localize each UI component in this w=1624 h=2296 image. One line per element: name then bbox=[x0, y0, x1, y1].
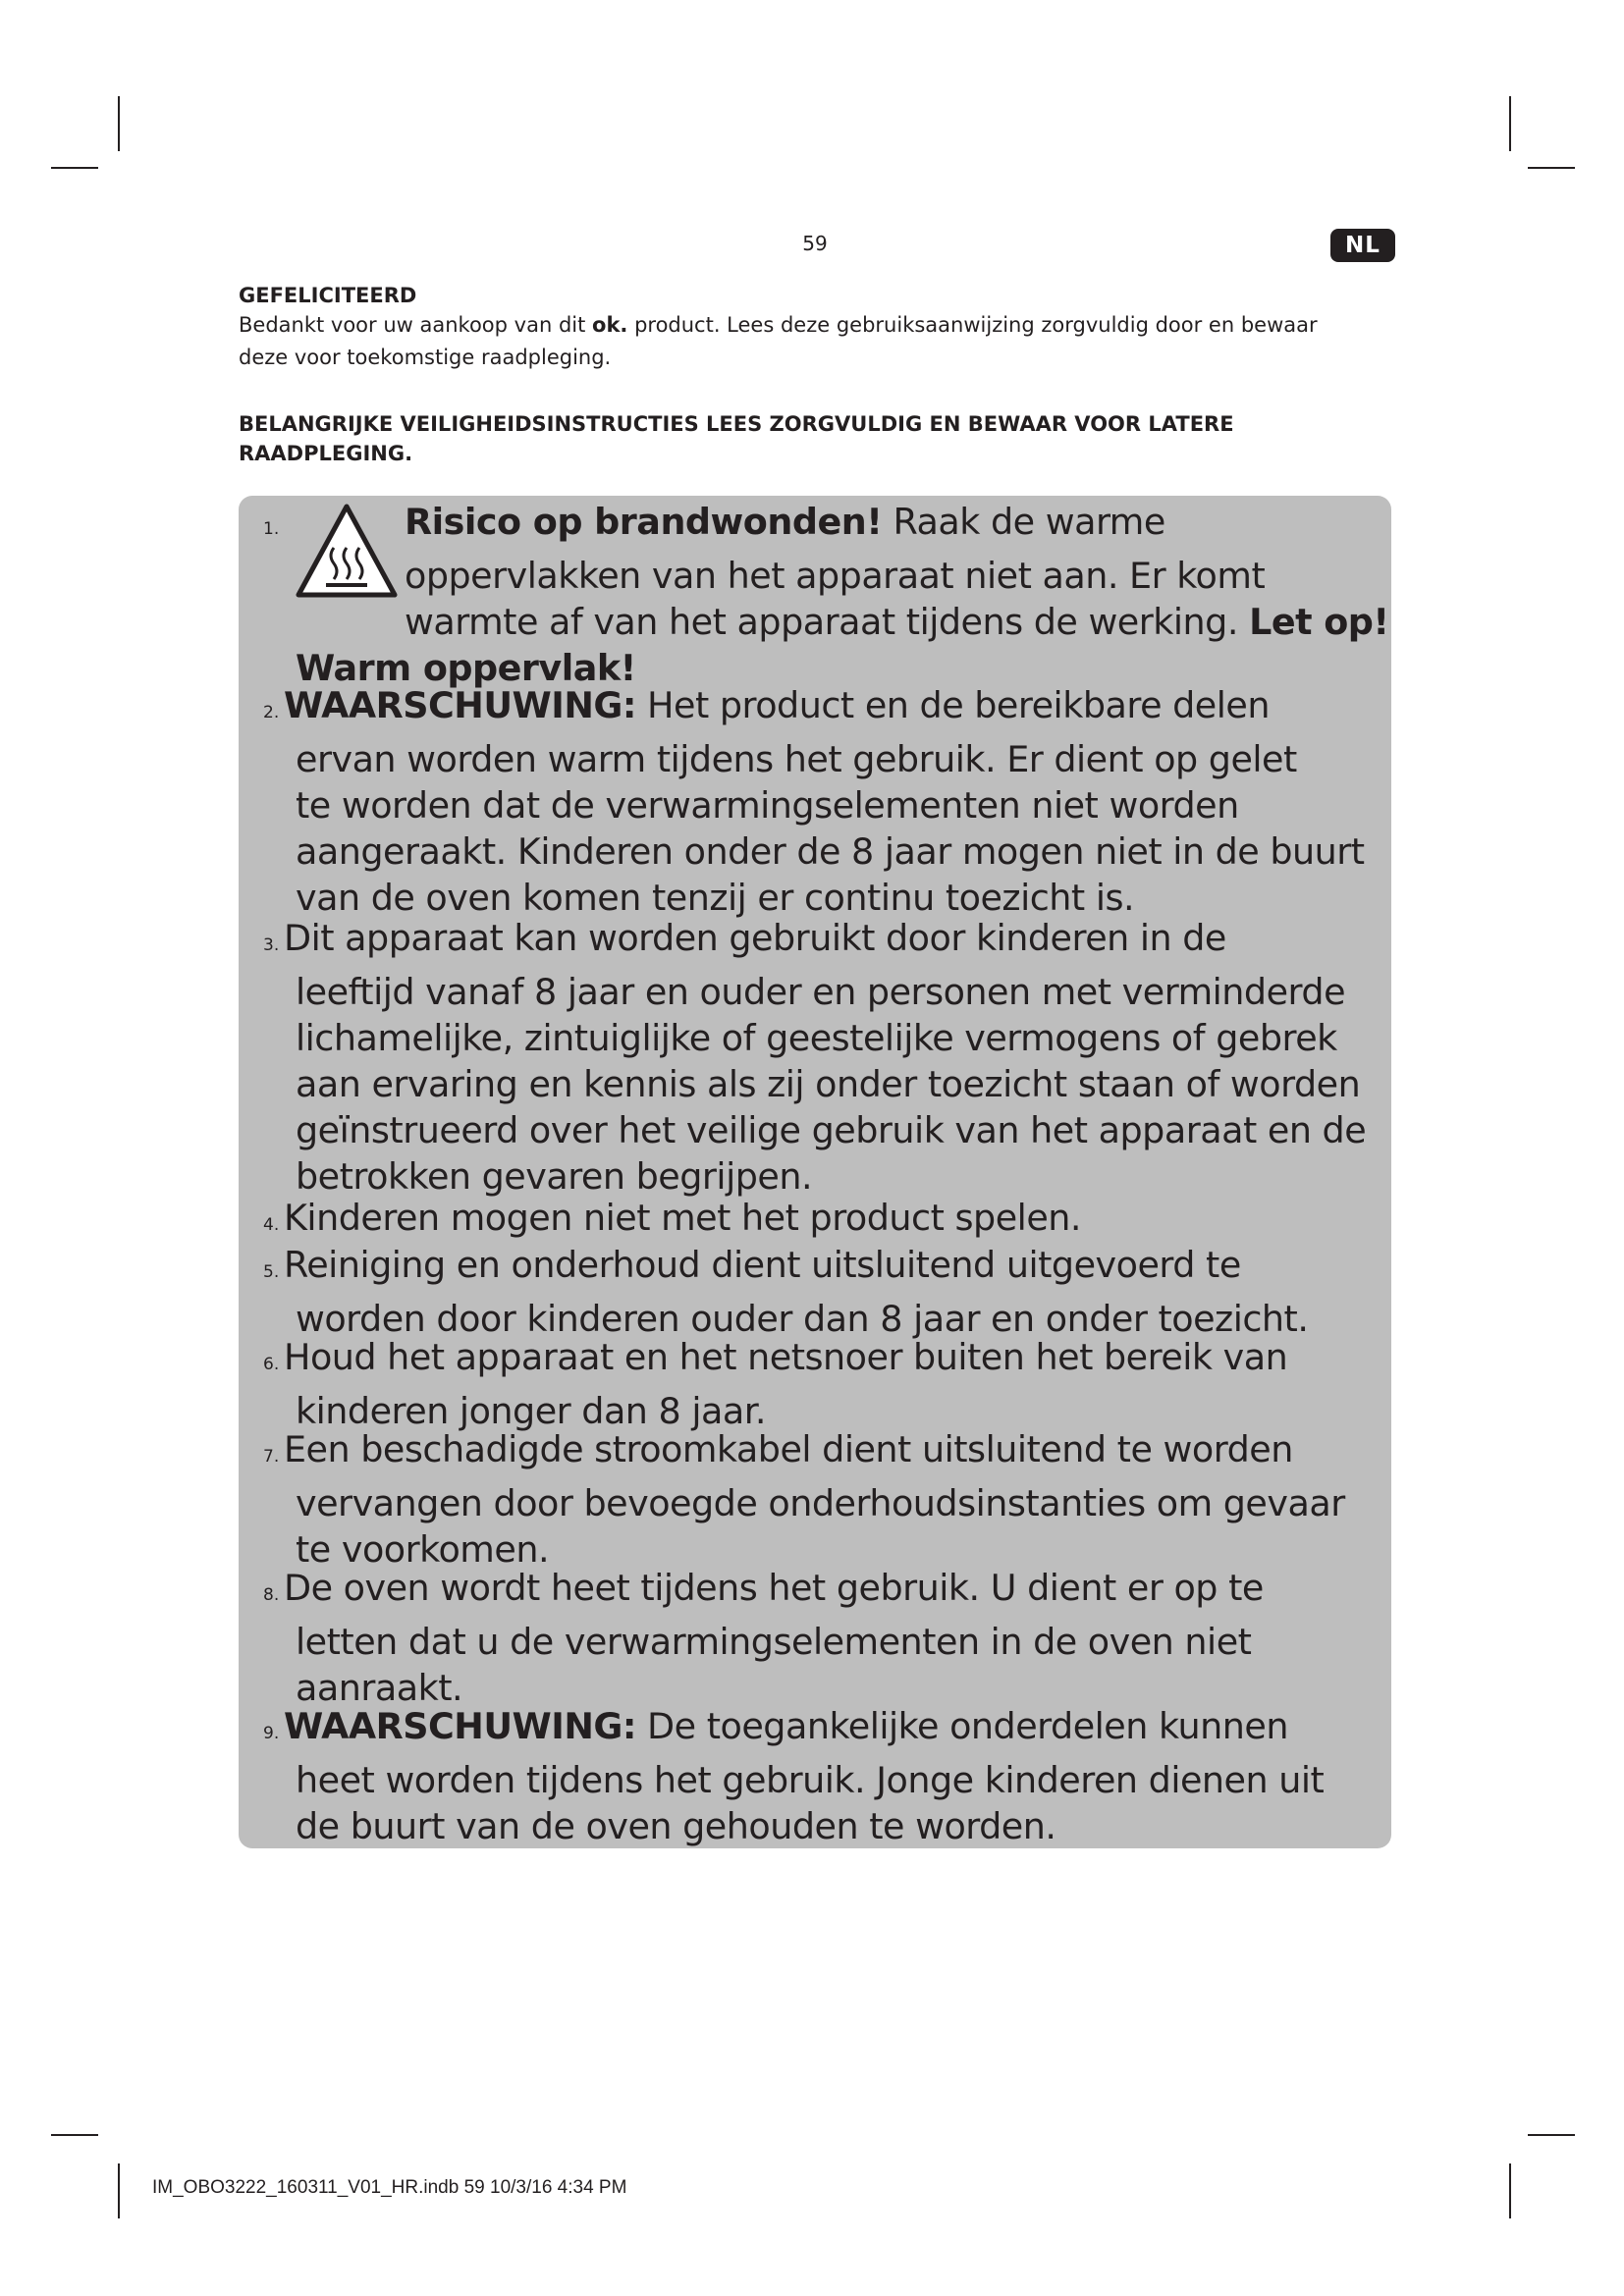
instruction-item bbox=[263, 1426, 1390, 1573]
instruction-line bbox=[263, 1619, 1390, 1665]
instruction-text: betrokken gevaren begrijpen. bbox=[296, 1155, 813, 1198]
intro-text-part: deze voor toekomstige raadpleging. bbox=[239, 346, 612, 369]
congrats-title: GEFELICITEERD bbox=[239, 284, 417, 307]
instruction-number: 5. bbox=[263, 1262, 280, 1282]
page-number: 59 bbox=[802, 232, 828, 255]
crop-mark bbox=[1509, 2163, 1511, 2218]
intro-text-part: Bedankt voor uw aankoop van dit bbox=[239, 313, 593, 337]
instruction-text: Houd het apparaat en het netsnoer buiten het bereik van bbox=[284, 1336, 1288, 1378]
instruction-line bbox=[263, 915, 1390, 969]
instruction-line bbox=[263, 1107, 1390, 1153]
instruction-number: 7. bbox=[263, 1447, 280, 1467]
instruction-emphasis: Let op! bbox=[1249, 601, 1389, 643]
instruction-line bbox=[263, 875, 1390, 921]
language-badge: NL bbox=[1330, 229, 1395, 262]
instruction-text: Een beschadigde stroomkabel dient uitsluitend te worden bbox=[284, 1428, 1293, 1470]
instruction-line bbox=[263, 1480, 1390, 1526]
instruction-text: te worden dat de verwarmingselementen niet worden bbox=[296, 784, 1239, 827]
instruction-line bbox=[263, 1334, 1390, 1388]
safety-heading-line: BELANGRIJKE VEILIGHEIDSINSTRUCTIES LEES ZORGVULDIG EN BEWAAR VOOR LATERE bbox=[239, 412, 1234, 436]
instruction-text: aan ervaring en kennis als zij onder toezicht staan of worden bbox=[296, 1063, 1361, 1105]
instruction-text: Het product en de bereikbare delen bbox=[635, 684, 1270, 726]
instruction-text: Kinderen mogen niet met het product spelen. bbox=[284, 1197, 1082, 1239]
instruction-text: kinderen jonger dan 8 jaar. bbox=[296, 1390, 767, 1432]
instruction-text: oppervlakken van het apparaat niet aan. Er komt bbox=[405, 555, 1266, 597]
instruction-text: de buurt van de oven gehouden te worden. bbox=[296, 1805, 1056, 1847]
safety-heading bbox=[239, 409, 1397, 468]
instruction-line bbox=[263, 1426, 1390, 1480]
brand-name: ok. bbox=[592, 313, 628, 337]
instruction-number: 1. bbox=[263, 519, 280, 539]
instruction-line bbox=[263, 828, 1390, 875]
instruction-item bbox=[263, 1195, 1390, 1249]
crop-mark bbox=[1509, 96, 1511, 151]
instruction-text: lichamelijke, zintuiglijke of geestelijke vermogens of gebrek bbox=[296, 1017, 1337, 1059]
intro-text-part: product. Lees deze gebruiksaanwijzing zorgvuldig door en bewaar bbox=[627, 313, 1318, 337]
instruction-text: De toegankelijke onderdelen kunnen bbox=[635, 1705, 1288, 1747]
crop-mark bbox=[1528, 2134, 1575, 2136]
instruction-text: Reiniging en onderhoud dient uitsluitend uitgevoerd te bbox=[284, 1244, 1241, 1286]
crop-mark bbox=[1528, 167, 1575, 169]
instruction-text: te voorkomen. bbox=[296, 1528, 550, 1571]
instruction-text: De oven wordt heet tijdens het gebruik. U dient er op te bbox=[284, 1567, 1264, 1609]
instruction-text: worden door kinderen ouder dan 8 jaar en onder toezicht. bbox=[296, 1298, 1309, 1340]
instruction-line bbox=[263, 1015, 1390, 1061]
instruction-item bbox=[263, 1703, 1390, 1849]
crop-mark bbox=[51, 167, 98, 169]
crop-mark bbox=[118, 96, 120, 151]
instruction-item bbox=[263, 1565, 1390, 1711]
instruction-line bbox=[263, 1061, 1390, 1107]
instruction-item bbox=[263, 682, 1390, 921]
crop-mark bbox=[118, 2163, 120, 2218]
instruction-emphasis: WAARSCHUWING: bbox=[284, 1705, 636, 1747]
instruction-line bbox=[263, 1195, 1390, 1249]
instruction-line bbox=[263, 682, 1390, 736]
instruction-line bbox=[263, 1153, 1390, 1200]
instruction-line bbox=[263, 599, 1390, 645]
instruction-number: 6. bbox=[263, 1355, 280, 1374]
instruction-text: geïnstrueerd over het veilige gebruik van het apparaat en de bbox=[296, 1109, 1367, 1151]
print-footer: IM_OBO3222_160311_V01_HR.indb 59 10/3/16 4:34 PM bbox=[152, 2177, 627, 2198]
instruction-line bbox=[263, 553, 1390, 599]
instruction-emphasis: WAARSCHUWING: bbox=[284, 684, 636, 726]
instruction-text: vervangen door bevoegde onderhoudsinstanties om gevaar bbox=[296, 1482, 1345, 1524]
instruction-item bbox=[263, 915, 1390, 1200]
instruction-number: 8. bbox=[263, 1585, 280, 1605]
intro-text bbox=[239, 309, 1397, 374]
instruction-text: van de oven komen tenzij er continu toezicht is. bbox=[296, 877, 1135, 919]
instruction-line bbox=[263, 499, 1390, 553]
instruction-line bbox=[263, 782, 1390, 828]
instruction-number: 9. bbox=[263, 1724, 280, 1743]
instruction-line bbox=[263, 1242, 1390, 1296]
instruction-text: heet worden tijdens het gebruik. Jonge kinderen dienen uit bbox=[296, 1759, 1325, 1801]
instruction-line bbox=[263, 736, 1390, 782]
instruction-text: letten dat u de verwarmingselementen in de oven niet bbox=[296, 1621, 1252, 1663]
instruction-item bbox=[263, 1242, 1390, 1342]
instruction-emphasis: Risico op brandwonden! bbox=[405, 501, 883, 543]
instruction-line bbox=[263, 1565, 1390, 1619]
safety-heading-line: RAADPLEGING. bbox=[239, 442, 413, 465]
instruction-item bbox=[263, 1334, 1390, 1434]
instruction-line bbox=[263, 1703, 1390, 1757]
instruction-emphasis: Warm oppervlak! bbox=[296, 647, 636, 689]
instruction-line bbox=[263, 1757, 1390, 1803]
instruction-text: ervan worden warm tijdens het gebruik. Er dient op gelet bbox=[296, 738, 1297, 780]
instruction-line bbox=[263, 1803, 1390, 1849]
instruction-item bbox=[263, 499, 1390, 691]
instruction-number: 2. bbox=[263, 703, 280, 722]
instruction-text: Raak de warme bbox=[882, 501, 1165, 543]
instruction-line bbox=[263, 969, 1390, 1015]
instruction-text: aangeraakt. Kinderen onder de 8 jaar mogen niet in de buurt bbox=[296, 830, 1365, 873]
instruction-text: leeftijd vanaf 8 jaar en ouder en personen met verminderde bbox=[296, 971, 1346, 1013]
instruction-number: 3. bbox=[263, 935, 280, 955]
crop-mark bbox=[51, 2134, 98, 2136]
instruction-text: warmte af van het apparaat tijdens de werking. bbox=[405, 601, 1250, 643]
instruction-text: Dit apparaat kan worden gebruikt door kinderen in de bbox=[284, 917, 1226, 959]
instruction-text: aanraakt. bbox=[296, 1667, 463, 1709]
instruction-number: 4. bbox=[263, 1215, 280, 1235]
